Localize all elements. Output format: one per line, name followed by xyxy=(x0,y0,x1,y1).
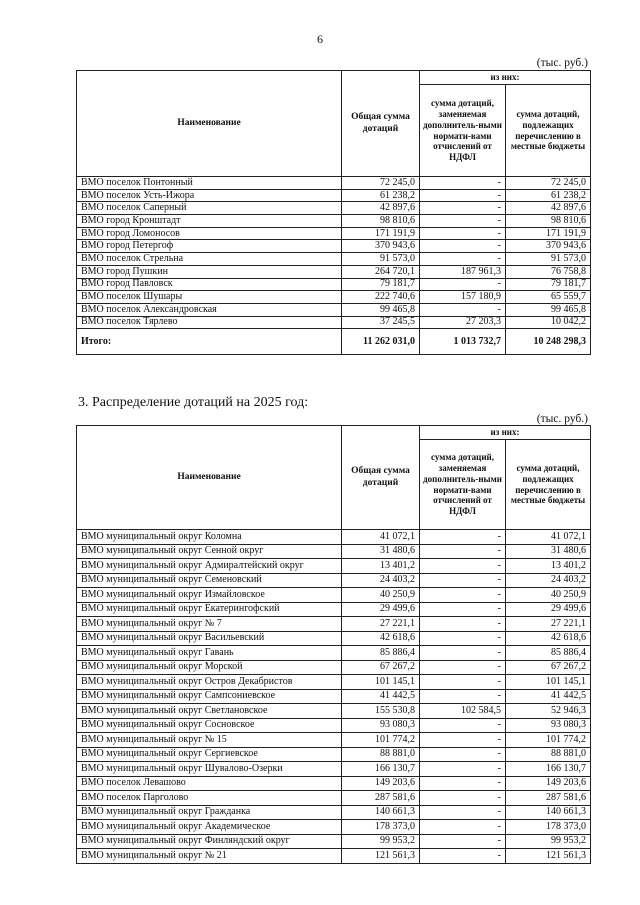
cell-total: 222 740,6 xyxy=(342,291,420,304)
page-number: 6 xyxy=(317,32,323,46)
table-row xyxy=(77,544,591,559)
table-2024-distribution xyxy=(76,70,591,355)
cell-transferred: 101 145,1 xyxy=(506,675,591,690)
cell-transferred: 27 221,1 xyxy=(506,617,591,632)
table1-unit-label: (тыс. руб.) xyxy=(536,57,588,69)
cell-replaced: - xyxy=(420,177,506,190)
cell-transferred: 41 442,5 xyxy=(506,689,591,704)
header-total: Общая сумма дотаций xyxy=(342,71,420,177)
cell-total: 370 943,6 xyxy=(342,240,420,253)
cell-transferred: 149 203,6 xyxy=(506,776,591,791)
table-row xyxy=(77,253,591,266)
cell-transferred: 98 810,6 xyxy=(506,215,591,228)
cell-total: 171 191,9 xyxy=(342,227,420,240)
cell-replaced: - xyxy=(420,573,506,588)
cell-name: ВМО муниципальный округ Сергиевское xyxy=(77,747,342,762)
cell-replaced: - xyxy=(420,227,506,240)
table-row xyxy=(77,733,591,748)
cell-transferred: 41 072,1 xyxy=(506,530,591,545)
table-row xyxy=(77,820,591,835)
cell-name: ВМО муниципальный округ Остров Декабристов xyxy=(77,675,342,690)
cell-replaced: - xyxy=(420,240,506,253)
cell-total: 79 181,7 xyxy=(342,278,420,291)
cell-name: ВМО муниципальный округ Академическое xyxy=(77,820,342,835)
header-of-which: из них: xyxy=(420,71,591,85)
cell-name: ВМО муниципальный округ Морской xyxy=(77,660,342,675)
cell-transferred: 13 401,2 xyxy=(506,559,591,574)
cell-replaced: - xyxy=(420,544,506,559)
cell-transferred: 40 250,9 xyxy=(506,588,591,603)
cell-replaced: - xyxy=(420,646,506,661)
table-row xyxy=(77,602,591,617)
cell-name: ВМО муниципальный округ Финляндский округ xyxy=(77,834,342,849)
cell-replaced: 27 203,3 xyxy=(420,316,506,329)
cell-name: ВМО поселок Парголово xyxy=(77,791,342,806)
table2-unit-label: (тыс. руб.) xyxy=(536,413,588,425)
cell-total: 166 130,7 xyxy=(342,762,420,777)
cell-transferred: 101 774,2 xyxy=(506,733,591,748)
cell-replaced: - xyxy=(420,278,506,291)
cell-total: 140 661,3 xyxy=(342,805,420,820)
table-row xyxy=(77,303,591,316)
header-replaced: сумма дотаций, заменяемая дополнитель-ными нормати-вами отчислений от НДФЛ xyxy=(420,440,506,530)
cell-transferred: 52 946,3 xyxy=(506,704,591,719)
table-row xyxy=(77,849,591,864)
cell-replaced: - xyxy=(420,215,506,228)
cell-name: ВМО муниципальный округ Коломна xyxy=(77,530,342,545)
cell-transferred: 178 373,0 xyxy=(506,820,591,835)
cell-replaced: - xyxy=(420,602,506,617)
cell-transferred: 42 897,6 xyxy=(506,202,591,215)
cell-name: ВМО муниципальный округ Измайловское xyxy=(77,588,342,603)
cell-name: ВМО муниципальный округ Сенной округ xyxy=(77,544,342,559)
cell-transferred: 85 886,4 xyxy=(506,646,591,661)
cell-replaced: - xyxy=(420,689,506,704)
table-row xyxy=(77,689,591,704)
cell-transferred: 76 758,8 xyxy=(506,265,591,278)
total-cell-transferred: 10 248 298,3 xyxy=(506,329,591,355)
cell-transferred: 140 661,3 xyxy=(506,805,591,820)
cell-total: 61 238,2 xyxy=(342,189,420,202)
table-row xyxy=(77,240,591,253)
cell-name: ВМО муниципальный округ Сосновское xyxy=(77,718,342,733)
table-row xyxy=(77,791,591,806)
table-row xyxy=(77,834,591,849)
cell-total: 24 403,2 xyxy=(342,573,420,588)
cell-name: ВМО город Кронштадт xyxy=(77,215,342,228)
cell-total: 178 373,0 xyxy=(342,820,420,835)
cell-total: 91 573,0 xyxy=(342,253,420,266)
cell-total: 41 442,5 xyxy=(342,689,420,704)
table2-body xyxy=(77,530,591,864)
cell-total: 72 245,0 xyxy=(342,177,420,190)
cell-transferred: 370 943,6 xyxy=(506,240,591,253)
cell-transferred: 10 042,2 xyxy=(506,316,591,329)
cell-replaced: - xyxy=(420,559,506,574)
table-row xyxy=(77,660,591,675)
cell-name: ВМО город Петергоф xyxy=(77,240,342,253)
cell-total: 88 881,0 xyxy=(342,747,420,762)
cell-name: ВМО муниципальный округ Адмиралтейский округ xyxy=(77,559,342,574)
header-total: Общая сумма дотаций xyxy=(342,426,420,530)
cell-transferred: 166 130,7 xyxy=(506,762,591,777)
cell-transferred: 79 181,7 xyxy=(506,278,591,291)
table-row xyxy=(77,202,591,215)
table-row xyxy=(77,573,591,588)
table-row xyxy=(77,747,591,762)
cell-replaced: - xyxy=(420,747,506,762)
cell-replaced: - xyxy=(420,762,506,777)
cell-total: 99 465,8 xyxy=(342,303,420,316)
cell-total: 98 810,6 xyxy=(342,215,420,228)
cell-total: 27 221,1 xyxy=(342,617,420,632)
table-row xyxy=(77,291,591,304)
cell-name: ВМО город Павловск xyxy=(77,278,342,291)
cell-name: ВМО муниципальный округ Сампсониевское xyxy=(77,689,342,704)
table-row xyxy=(77,762,591,777)
table-row xyxy=(77,588,591,603)
cell-name: ВМО муниципальный округ № 21 xyxy=(77,849,342,864)
cell-transferred: 88 881,0 xyxy=(506,747,591,762)
cell-transferred: 121 561,3 xyxy=(506,849,591,864)
header-transferred: сумма дотаций, подлежащих перечислению в местные бюджеты xyxy=(506,85,591,177)
cell-name: ВМО поселок Тярлево xyxy=(77,316,342,329)
header-name: Наименование xyxy=(77,426,342,530)
cell-replaced: - xyxy=(420,303,506,316)
table-row xyxy=(77,776,591,791)
cell-name: ВМО поселок Усть-Ижора xyxy=(77,189,342,202)
cell-replaced: 187 961,3 xyxy=(420,265,506,278)
cell-total: 67 267,2 xyxy=(342,660,420,675)
cell-name: ВМО муниципальный округ № 7 xyxy=(77,617,342,632)
cell-replaced: - xyxy=(420,530,506,545)
cell-transferred: 99 953,2 xyxy=(506,834,591,849)
cell-replaced: - xyxy=(420,189,506,202)
cell-replaced: 102 584,5 xyxy=(420,704,506,719)
cell-replaced: - xyxy=(420,202,506,215)
cell-name: ВМО поселок Саперный xyxy=(77,202,342,215)
total-cell-name: Итого: xyxy=(77,329,342,355)
table-row xyxy=(77,227,591,240)
cell-name: ВМО поселок Стрельна xyxy=(77,253,342,266)
cell-replaced: - xyxy=(420,820,506,835)
table-row xyxy=(77,646,591,661)
table-2025-distribution xyxy=(76,425,591,864)
cell-replaced: - xyxy=(420,805,506,820)
cell-transferred: 287 581,6 xyxy=(506,791,591,806)
table-row xyxy=(77,617,591,632)
cell-total: 13 401,2 xyxy=(342,559,420,574)
cell-transferred: 99 465,8 xyxy=(506,303,591,316)
cell-name: ВМО муниципальный округ Шувалово-Озерки xyxy=(77,762,342,777)
cell-total: 101 145,1 xyxy=(342,675,420,690)
cell-name: ВМО муниципальный округ Светлановское xyxy=(77,704,342,719)
total-row xyxy=(77,329,591,355)
cell-total: 85 886,4 xyxy=(342,646,420,661)
cell-name: ВМО город Пушкин xyxy=(77,265,342,278)
cell-name: ВМО муниципальный округ Екатерингофский xyxy=(77,602,342,617)
table1-body xyxy=(77,177,591,355)
cell-total: 42 618,6 xyxy=(342,631,420,646)
cell-transferred: 29 499,6 xyxy=(506,602,591,617)
cell-total: 31 480,6 xyxy=(342,544,420,559)
header-replaced: сумма дотаций, заменяемая дополнитель-ными нормати-вами отчислений от НДФЛ xyxy=(420,85,506,177)
cell-total: 287 581,6 xyxy=(342,791,420,806)
cell-total: 101 774,2 xyxy=(342,733,420,748)
cell-replaced: - xyxy=(420,617,506,632)
cell-transferred: 24 403,2 xyxy=(506,573,591,588)
cell-replaced: - xyxy=(420,776,506,791)
table-row xyxy=(77,316,591,329)
cell-total: 121 561,3 xyxy=(342,849,420,864)
cell-total: 93 080,3 xyxy=(342,718,420,733)
cell-name: ВМО муниципальный округ Семеновский xyxy=(77,573,342,588)
table-row xyxy=(77,704,591,719)
table-row xyxy=(77,805,591,820)
cell-transferred: 61 238,2 xyxy=(506,189,591,202)
cell-total: 264 720,1 xyxy=(342,265,420,278)
cell-name: ВМО муниципальный округ Гражданка xyxy=(77,805,342,820)
cell-total: 40 250,9 xyxy=(342,588,420,603)
cell-replaced: 157 180,9 xyxy=(420,291,506,304)
table-row xyxy=(77,675,591,690)
cell-replaced: - xyxy=(420,791,506,806)
cell-transferred: 67 267,2 xyxy=(506,660,591,675)
table-row xyxy=(77,718,591,733)
cell-transferred: 93 080,3 xyxy=(506,718,591,733)
table-row xyxy=(77,177,591,190)
cell-total: 42 897,6 xyxy=(342,202,420,215)
header-transferred: сумма дотаций, подлежащих перечислению в местные бюджеты xyxy=(506,440,591,530)
table-row xyxy=(77,189,591,202)
cell-name: ВМО муниципальный округ № 15 xyxy=(77,733,342,748)
cell-replaced: - xyxy=(420,675,506,690)
header-of-which: из них: xyxy=(420,426,591,440)
cell-name: ВМО муниципальный округ Гавань xyxy=(77,646,342,661)
cell-total: 41 072,1 xyxy=(342,530,420,545)
header-name: Наименование xyxy=(77,71,342,177)
cell-total: 155 530,8 xyxy=(342,704,420,719)
cell-transferred: 31 480,6 xyxy=(506,544,591,559)
table-row xyxy=(77,265,591,278)
cell-transferred: 91 573,0 xyxy=(506,253,591,266)
cell-transferred: 65 559,7 xyxy=(506,291,591,304)
cell-replaced: - xyxy=(420,718,506,733)
table-row xyxy=(77,559,591,574)
table-row xyxy=(77,530,591,545)
cell-name: ВМО поселок Левашово xyxy=(77,776,342,791)
cell-total: 99 953,2 xyxy=(342,834,420,849)
cell-name: ВМО город Ломоносов xyxy=(77,227,342,240)
cell-replaced: - xyxy=(420,253,506,266)
cell-transferred: 171 191,9 xyxy=(506,227,591,240)
total-cell-total: 11 262 031,0 xyxy=(342,329,420,355)
cell-total: 149 203,6 xyxy=(342,776,420,791)
table-row xyxy=(77,631,591,646)
table-row xyxy=(77,278,591,291)
cell-name: ВМО поселок Александровская xyxy=(77,303,342,316)
total-cell-replaced: 1 013 732,7 xyxy=(420,329,506,355)
cell-name: ВМО муниципальный округ Васильевский xyxy=(77,631,342,646)
cell-replaced: - xyxy=(420,588,506,603)
cell-total: 29 499,6 xyxy=(342,602,420,617)
cell-replaced: - xyxy=(420,849,506,864)
cell-name: ВМО поселок Понтонный xyxy=(77,177,342,190)
cell-replaced: - xyxy=(420,631,506,646)
cell-replaced: - xyxy=(420,733,506,748)
section-title: 3. Распределение дотаций на 2025 год: xyxy=(78,395,309,410)
table-row xyxy=(77,215,591,228)
cell-replaced: - xyxy=(420,834,506,849)
cell-name: ВМО поселок Шушары xyxy=(77,291,342,304)
cell-replaced: - xyxy=(420,660,506,675)
cell-total: 37 245,5 xyxy=(342,316,420,329)
cell-transferred: 42 618,6 xyxy=(506,631,591,646)
cell-transferred: 72 245,0 xyxy=(506,177,591,190)
